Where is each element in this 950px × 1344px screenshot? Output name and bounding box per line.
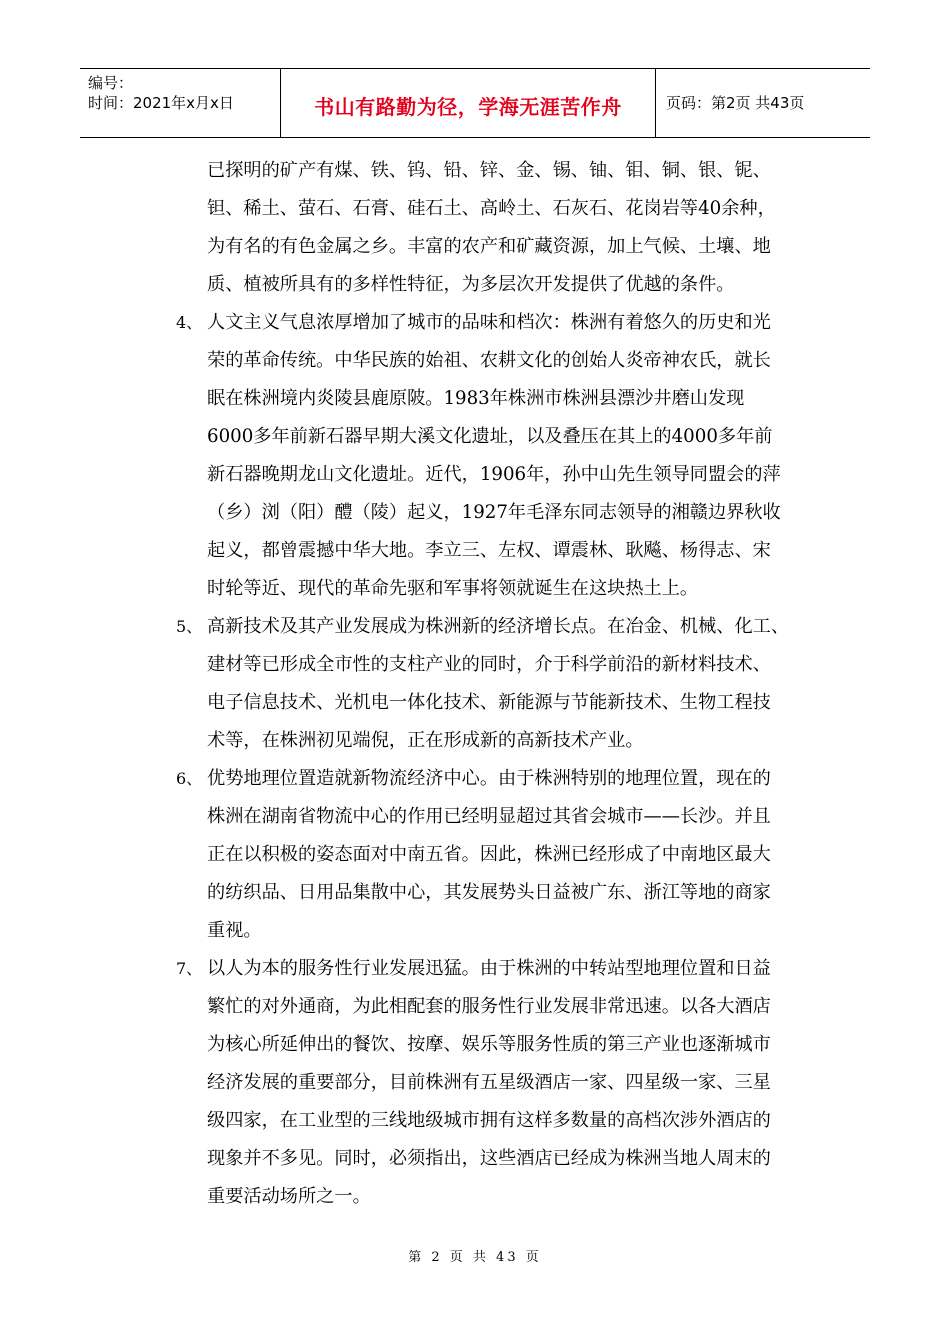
serial-label: 编号： [88,74,134,92]
para5-line: 电子信息技术、光机电一体化技术、新能源与节能新技术、生物工程技 [207,692,771,713]
para4-line: 新石器晚期龙山文化遗址。近代，1906年，孙中山先生领导同盟会的萍 [207,464,781,485]
header-meta [80,69,281,137]
para5-line: 术等，在株洲初见端倪，正在形成新的高新技术产业。 [207,730,644,751]
para6-line: 正在以积极的姿态面对中南五省。因此，株洲已经形成了中南地区最大 [207,844,771,865]
para4-line: 时轮等近、现代的革命先驱和军事将领就诞生在这块热土上。 [207,578,699,599]
para3-line: 为有名的有色金属之乡。丰富的农产和矿藏资源，加上气候、土壤、地 [207,236,771,257]
para7-line: 级四家，在工业型的三线地级城市拥有这样多数量的高档次涉外酒店的 [207,1110,771,1131]
para7-line: 繁忙的对外通商，为此相配套的服务性行业发展非常迅速。以各大酒店 [207,996,771,1017]
para6-number: 6、 [176,769,203,788]
para5-line: 建材等已形成全市性的支柱产业的同时，介于科学前沿的新材料技术、 [207,654,771,675]
para4-line: 荣的革命传统。中华民族的始祖、农耕文化的创始人炎帝神农氏，就长 [207,350,771,371]
para6-line: 重视。 [207,920,262,941]
page-footer: 第 2 页 共 43 页 [408,1250,542,1265]
para7-line: 经济发展的重要部分，目前株洲有五星级酒店一家、四星级一家、三星 [207,1072,771,1093]
para7-line: 为核心所延伸出的餐饮、按摩、娱乐等服务性质的第三产业也逐渐城市 [207,1034,771,1055]
para4-number: 4、 [176,313,203,332]
para7-line: 现象并不多见。同时，必须指出，这些酒店已经成为株洲当地人周末的 [207,1148,771,1169]
para3-line: 质、植被所具有的多样性特征，为多层次开发提供了优越的条件。 [207,274,735,295]
para4-line: 6000多年前新石器早期大溪文化遗址，以及叠压在其上的4000多年前 [207,426,773,447]
para6-line: 优势地理位置造就新物流经济中心。由于株洲特别的地理位置，现在的 [207,768,771,789]
date-label: 时间：2021年x月x日 [88,94,234,112]
para7-number: 7、 [176,959,203,978]
para4-line: 起义，都曾震撼中华大地。李立三、左权、谭震林、耿飚、杨得志、宋 [207,540,771,561]
para7-line: 重要活动场所之一。 [207,1186,371,1207]
para5-line: 高新技术及其产业发展成为株洲新的经济增长点。在冶金、机械、化工、 [207,616,790,637]
para4-line: （乡）浏（阳）醴（陵）起义，1927年毛泽东同志领导的湘赣边界秋收 [207,502,781,523]
para6-line: 株洲在湖南省物流中心的作用已经明显超过其省会城市——长沙。并且 [207,806,771,827]
para7-line: 以人为本的服务性行业发展迅猛。由于株洲的中转站型地理位置和日益 [207,958,771,979]
para3-line: 已探明的矿产有煤、铁、钨、铅、锌、金、锡、铀、钼、铜、银、铌、 [207,160,771,181]
para6-line: 的纺织品、日用品集散中心，其发展势头日益被广东、浙江等地的商家 [207,882,771,903]
motto: 书山有路勤为径，学海无涯苦作舟 [314,95,622,119]
header-page-label: 页码：第2页 共43页 [666,94,805,112]
header-table [80,68,870,138]
para5-number: 5、 [176,617,203,636]
para4-line: 眠在株洲境内炎陵县鹿原陂。1983年株洲市株洲县漂沙井磨山发现 [207,388,745,409]
header-motto-cell [281,69,656,137]
para4-line: 人文主义气息浓厚增加了城市的品味和档次：株洲有着悠久的历史和光 [207,312,771,333]
para3-line: 钽、稀土、萤石、石膏、硅石土、高岭土、石灰石、花岗岩等40余种， [207,198,776,219]
